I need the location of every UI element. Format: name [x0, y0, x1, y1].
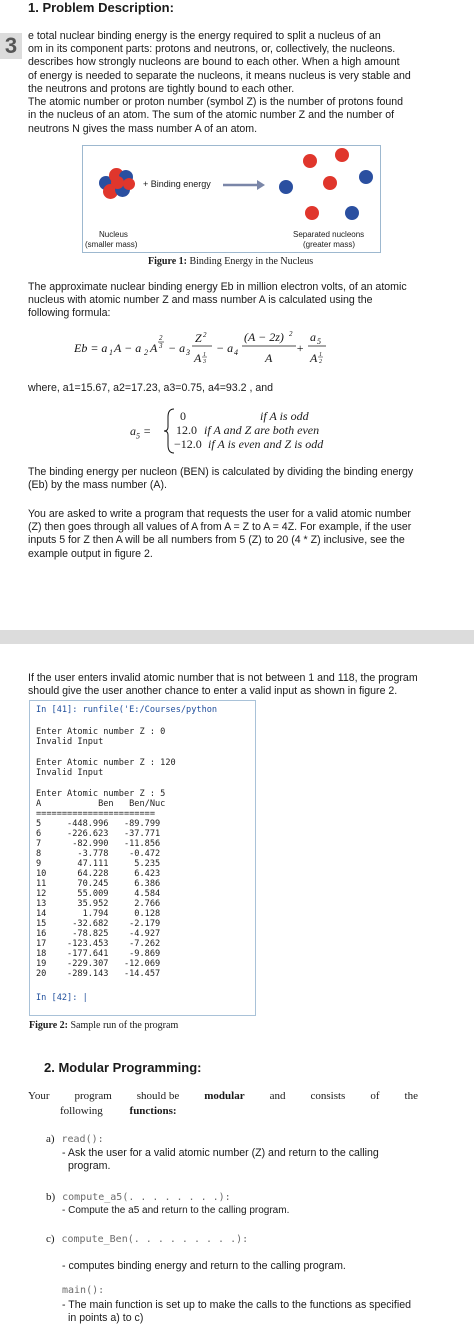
a5-case-value: 0 — [180, 409, 186, 423]
console-row: 7 -82.990 -11.856 — [36, 839, 161, 849]
neutron — [279, 180, 293, 194]
item-desc-line: - Compute the a5 and return to the calling program. — [62, 1205, 290, 1216]
intro-line: The atomic number or proton number (symbol Z) is the number of protons found — [28, 96, 404, 109]
a5-case — [176, 423, 336, 437]
main-function-code: main(): — [62, 1285, 105, 1296]
problem-description-section — [0, 0, 474, 630]
svg-text:3: 3 — [159, 342, 163, 350]
modular-word: program — [74, 1090, 112, 1102]
function-item-compute-a5 — [46, 1191, 231, 1205]
function-item-compute-ben — [46, 1233, 248, 1247]
modular-word: following — [60, 1105, 103, 1117]
item-letter: a) — [46, 1133, 55, 1145]
invalid-line: If the user enters invalid atomic number that is not between 1 and 118, the program — [28, 672, 418, 684]
svg-text:1: 1 — [319, 352, 322, 358]
svg-text:1: 1 — [109, 348, 113, 357]
modular-word: the — [404, 1090, 418, 1102]
a5-symbol: $a_5$ = — [130, 424, 152, 441]
a5-cases — [176, 409, 336, 451]
intro-line: neutrons N gives the mass number A of an atom. — [28, 122, 258, 135]
console-row: 19 -229.307 -12.069 — [36, 959, 161, 969]
console-line: Invalid Input — [36, 768, 104, 778]
section-heading-2: 2. Modular Programming: — [44, 1060, 202, 1075]
intro-line: the neutrons and protons are tightly bound to each other. — [28, 82, 295, 95]
a5-case-value: 12.0 — [176, 423, 197, 437]
nucleus-label: Nucleus — [99, 230, 128, 239]
formula-intro-line: The approximate nuclear binding energy Eb in million electron volts, of an atomic — [28, 281, 407, 293]
nucleus-nucleon — [123, 178, 135, 190]
svg-text:a: a — [310, 330, 316, 344]
modular-word: consists — [310, 1090, 346, 1102]
modular-sentence — [28, 1090, 418, 1104]
console-row: 6 -226.623 -37.771 — [36, 829, 161, 839]
svg-text:4: 4 — [234, 348, 238, 357]
invalid-input-paragraph — [28, 672, 438, 698]
intro-paragraph — [28, 30, 438, 136]
console-line: Enter Atomic number Z : 120 — [36, 758, 176, 768]
console-row: 8 -3.778 -0.472 — [36, 849, 161, 859]
svg-text:2: 2 — [203, 331, 207, 339]
console-row: 11 70.245 6.386 — [36, 879, 161, 889]
console-line: Enter Atomic number Z : 0 — [36, 727, 166, 737]
svg-text:A − a: A − a — [114, 341, 142, 355]
modular-word-bold: functions: — [129, 1105, 177, 1117]
console-row: 9 47.111 5.235 — [36, 859, 161, 869]
a5-case-condition: if A is odd — [260, 409, 309, 423]
modular-line-2 — [60, 1105, 177, 1119]
a5-case-condition: if A and Z are both even — [204, 423, 320, 437]
a5-term — [296, 326, 336, 370]
svg-text:A: A — [310, 351, 318, 365]
neutron — [345, 206, 359, 220]
a5-case-value: −12.0 — [174, 437, 202, 451]
console-prompt[interactable]: In [42]: | — [36, 993, 88, 1003]
svg-text:A: A — [265, 351, 273, 365]
console-row: 18 -177.641 -9.869 — [36, 949, 161, 959]
separated-label: Separated nucleons — [293, 230, 365, 239]
function-item-read — [46, 1133, 104, 1147]
console-row: 10 64.228 6.423 — [36, 869, 161, 879]
item-desc-line: - computes binding energy and return to the calling program. — [62, 1260, 346, 1272]
neutron — [359, 170, 373, 184]
formula-intro-line: following formula: — [28, 307, 111, 320]
intro-line: describes how strongly nucleons are bound to each other. When a high amount — [28, 56, 400, 69]
item-letter: b) — [46, 1191, 56, 1203]
figure-2-caption-bold: Figure 2: — [29, 1020, 68, 1031]
task-paragraph — [28, 508, 438, 561]
task-line: You are asked to write a program that requests the user for a valid atomic number — [28, 508, 411, 520]
item-code: compute_a5(. . . . . . . .): — [62, 1192, 231, 1203]
item-letter: c) — [46, 1233, 55, 1245]
item-description — [62, 1205, 462, 1218]
item-description — [62, 1260, 462, 1273]
console-row: 13 35.952 2.766 — [36, 899, 161, 909]
svg-text:A: A — [194, 351, 202, 365]
console-row: 20 -289.143 -14.457 — [36, 969, 161, 979]
console-row: 15 -32.682 -2.179 — [36, 919, 161, 929]
intro-line: of energy is needed to separate the nucleons, it means nucleus is very stable and — [28, 69, 411, 82]
constants-line: where, a1=15.67, a2=17.23, a3=0.75, a4=93.2 , and — [28, 382, 274, 394]
section-heading-1: 1. Problem Description: — [28, 0, 174, 15]
console-row: 5 -448.996 -89.799 — [36, 819, 161, 829]
arrow-icon — [223, 180, 265, 190]
intro-line: om in its component parts: protons and neutrons, or, collectively, the nucleons. — [28, 43, 396, 56]
svg-text:3: 3 — [203, 359, 206, 365]
svg-text:2: 2 — [144, 348, 148, 357]
intro-line: in the nucleus of an atom. The sum of the atomic number Z and the number of — [28, 109, 395, 122]
console-row: 12 55.009 4.584 — [36, 889, 161, 899]
svg-text:− a: − a — [216, 341, 234, 355]
modular-word: and — [269, 1090, 286, 1102]
proton — [303, 154, 317, 168]
binding-energy-formula — [74, 326, 314, 370]
console-table-header: A Ben Ben/Nuc — [36, 799, 166, 809]
task-line: (Z) then goes through all values of A from A = Z to A = 4Z. For example, if the user — [28, 521, 412, 534]
console-row: 17 -123.453 -7.262 — [36, 939, 161, 949]
console-line: Invalid Input — [36, 737, 104, 747]
modular-word: should be — [136, 1090, 180, 1102]
svg-text:Z: Z — [195, 331, 202, 345]
item-desc-line: - Ask the user for a valid atomic number (Z) and return to the calling — [62, 1147, 379, 1159]
svg-text:3: 3 — [186, 348, 190, 357]
a5-case — [176, 437, 336, 451]
page-separator — [0, 630, 474, 644]
binding-energy-label: + Binding energy — [143, 179, 211, 189]
task-line: example output in figure 2. — [28, 547, 153, 560]
a5-case — [176, 409, 336, 423]
modular-word: of — [370, 1090, 380, 1102]
console-line: Enter Atomic number Z : 5 — [36, 789, 166, 799]
figure-1-caption — [148, 256, 313, 269]
proton — [305, 206, 319, 220]
ben-paragraph — [28, 466, 438, 492]
proton — [323, 176, 337, 190]
ben-line: (Eb) by the mass number (A). — [28, 479, 167, 492]
figure-1-caption-bold: Figure 1: — [148, 256, 187, 267]
svg-text:1: 1 — [203, 352, 206, 358]
modular-word-bold: modular — [204, 1090, 245, 1102]
task-line: inputs 5 for Z then A will be all numbers from 5 (Z) to 20 (4 * Z) inclusive, see the — [28, 534, 405, 547]
intro-line: e total nuclear binding energy is the energy required to split a nucleus of an — [28, 30, 381, 42]
figure-2-caption-text: Sample run of the program — [67, 1020, 179, 1031]
item-desc-line: program. — [68, 1160, 111, 1173]
figure-1-binding-energy — [82, 145, 381, 253]
console-rule: ======================= — [36, 809, 155, 819]
proton — [335, 148, 349, 162]
item-code: read(): — [61, 1134, 104, 1145]
svg-text:+: + — [296, 341, 305, 355]
nucleus-sublabel: (smaller mass) — [85, 240, 138, 249]
console-prompt: In [41]: runfile('E:/Courses/python — [36, 705, 218, 715]
item-code: compute_Ben(. . . . . . . . .): — [61, 1234, 249, 1245]
item-description — [62, 1147, 462, 1173]
svg-text:2: 2 — [159, 334, 163, 342]
formula-intro-line: nucleus with atomic number Z and mass number A is calculated using the — [28, 294, 373, 307]
console-output — [29, 700, 256, 1016]
figure-1-caption-text: Binding Energy in the Nucleus — [186, 256, 314, 267]
formula-intro — [28, 281, 438, 321]
ben-line: The binding energy per nucleon (BEN) is calculated by dividing the binding energy — [28, 466, 414, 478]
console-row: 14 1.794 0.128 — [36, 909, 161, 919]
main-desc-line: in points a) to c) — [68, 1312, 144, 1325]
modular-word: Your — [28, 1090, 50, 1102]
main-description — [62, 1299, 467, 1325]
figure-2-caption — [29, 1020, 178, 1033]
separated-sublabel: (greater mass) — [303, 240, 356, 249]
console-row: 16 -78.825 -4.927 — [36, 929, 161, 939]
svg-text:− a: − a — [168, 341, 186, 355]
page-badge: 3 — [0, 33, 22, 59]
main-desc-line: - The main function is set up to make the calls to the functions as specified — [62, 1299, 411, 1311]
svg-text:(A − 2z): (A − 2z) — [244, 330, 284, 344]
a5-case-condition: if A is even and Z is odd — [208, 437, 324, 451]
invalid-line: should give the user another chance to enter a valid input as shown in figure 2. — [28, 685, 398, 698]
svg-text:Eb = a: Eb = a — [74, 341, 108, 355]
svg-text:2: 2 — [289, 330, 293, 338]
svg-text:A: A — [150, 341, 158, 355]
svg-text:5: 5 — [317, 337, 321, 346]
svg-text:2: 2 — [319, 359, 322, 365]
